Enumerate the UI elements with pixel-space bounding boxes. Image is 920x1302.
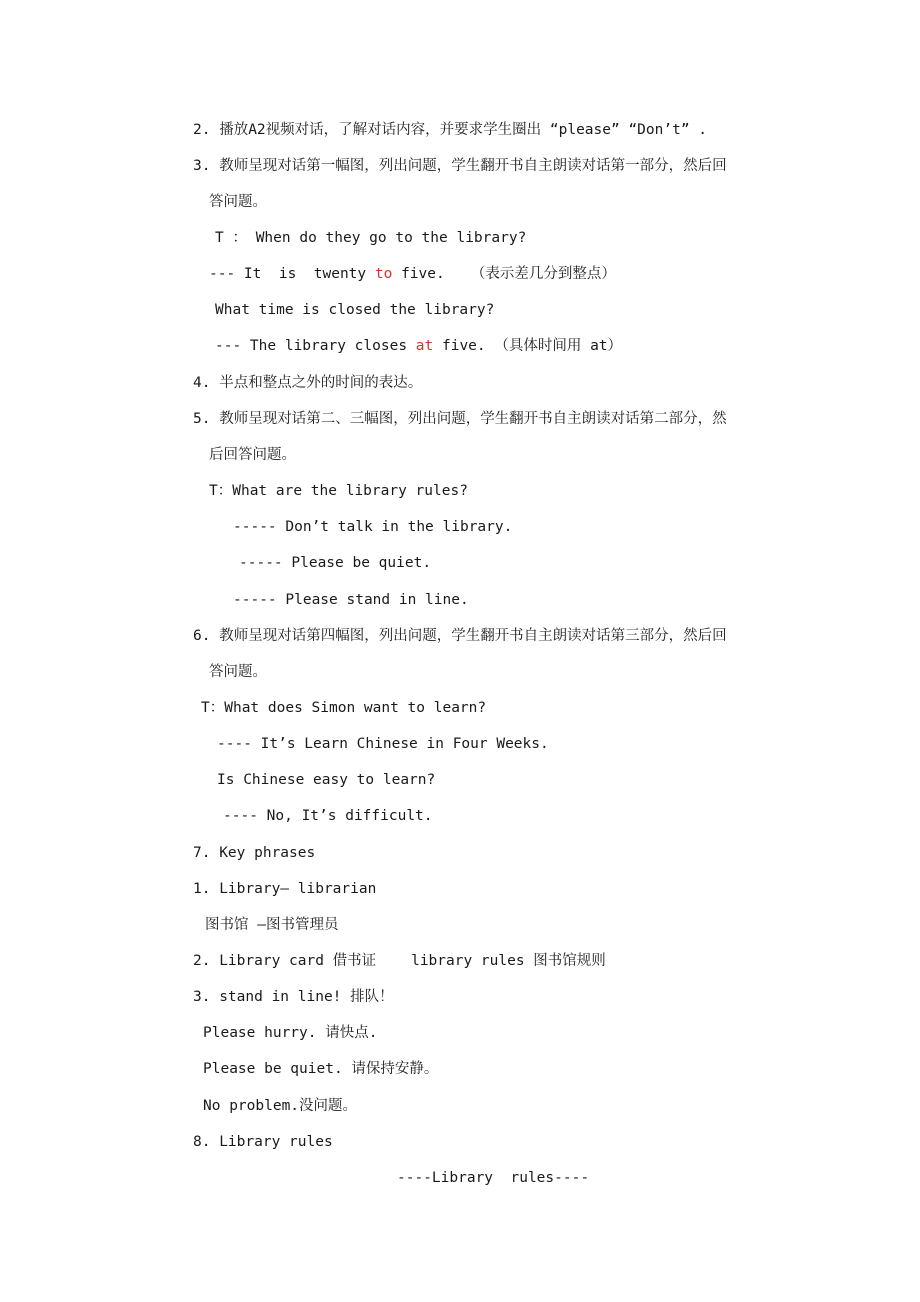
library-rules-title: ----Library rules---- [397,1170,590,1186]
step-5-line: 5. 教师呈现对话第二、三幅图，列出问题，学生翻开书自主朗读对话第二部分，然 [193,411,727,427]
rule-stand-in-line: ----- Please stand in line. [233,592,469,608]
answer-twenty-to-five [209,264,616,284]
question-what-time-closed: What time is closed the library? [215,302,495,318]
step-3-continuation: 答问题。 [209,194,267,210]
phrase-3: 3. stand in line! 排队！ [193,989,394,1005]
phrase-please-hurry: Please hurry. 请快点. [203,1025,378,1041]
step-2-line: 2. 播放A2视频对话，了解对话内容，并要求学生圈出 “please” “Don’t” . [193,122,708,138]
question-chinese-easy: Is Chinese easy to learn? [217,772,436,788]
rule-dont-talk: ----- Don’t talk in the library. [233,519,513,535]
highlight-at: at [415,338,434,354]
answer-part-1: --- It is twenty [209,266,375,282]
step-7-heading: 7. Key phrases [193,845,316,861]
phrase-1-translation: 图书馆 —图书管理员 [205,917,339,933]
phrase-no-problem: No problem.没问题。 [203,1098,358,1114]
answer-part-2: five. （表示差几分到整点） [392,266,616,282]
question-library-rules: T：What are the library rules? [209,483,468,499]
highlight-to: to [374,266,393,282]
answer-learn-chinese: ---- It’s Learn Chinese in Four Weeks. [217,736,549,752]
step-4-line: 4. 半点和整点之外的时间的表达。 [193,375,423,391]
phrase-please-be-quiet: Please be quiet. 请保持安静。 [203,1061,439,1077]
answer-part-2: five. （具体时间用 at） [433,338,623,354]
step-5-continuation: 后回答问题。 [209,447,296,463]
step-3-line: 3. 教师呈现对话第一幅图，列出问题，学生翻开书自主朗读对话第一部分，然后回 [193,158,727,174]
question-when-library: T ： When do they go to the library? [215,230,527,246]
answer-closes-at-five [215,336,622,356]
step-6-line: 6. 教师呈现对话第四幅图，列出问题，学生翻开书自主朗读对话第三部分，然后回 [193,628,727,644]
step-8-heading: 8. Library rules [193,1134,333,1150]
phrase-1: 1. Library— librarian [193,881,377,897]
phrase-2: 2. Library card 借书证 library rules 图书馆规则 [193,953,606,969]
question-simon-learn: T：What does Simon want to learn? [201,700,487,716]
answer-difficult: ---- No, It’s difficult. [223,808,433,824]
rule-be-quiet: ----- Please be quiet. [239,555,432,571]
step-6-continuation: 答问题。 [209,664,267,680]
answer-part-1: --- The library closes [215,338,416,354]
